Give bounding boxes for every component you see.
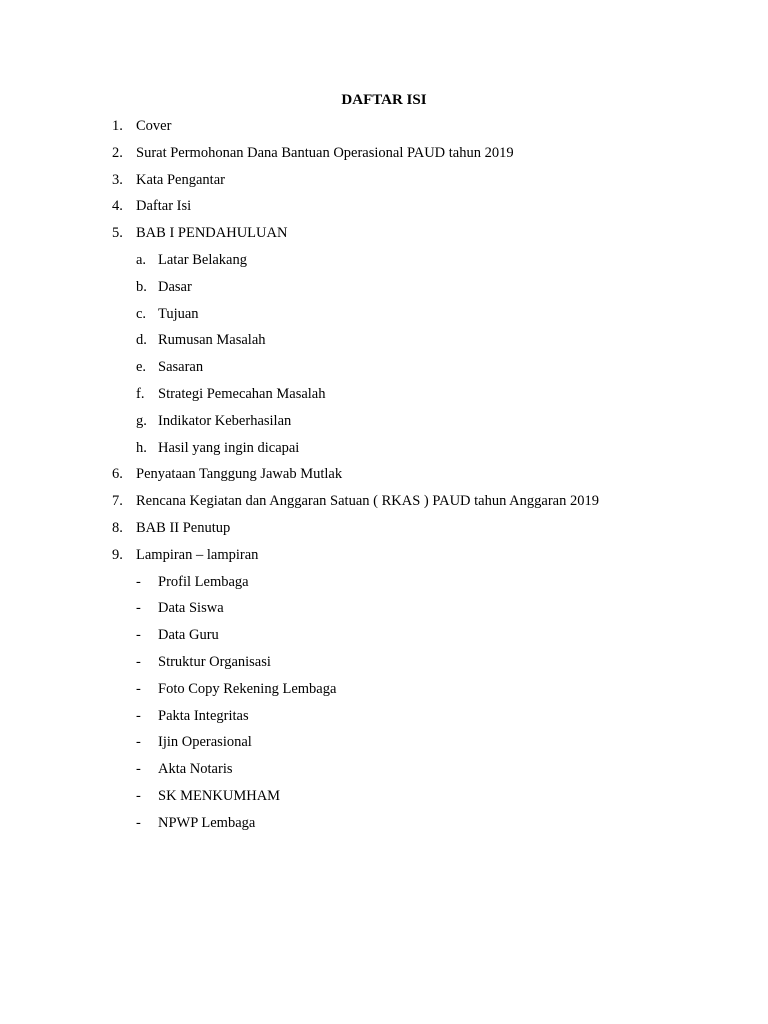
list-item-marker: - bbox=[136, 788, 141, 804]
list-item-text: Data Guru bbox=[158, 627, 219, 644]
list-item-text: Rumusan Masalah bbox=[158, 332, 266, 349]
list-item-text: Foto Copy Rekening Lembaga bbox=[158, 680, 337, 697]
list-item-text: Kata Pengantar bbox=[136, 171, 225, 188]
list-item-marker: 5. bbox=[112, 225, 123, 242]
list-item-marker: 4. bbox=[112, 198, 123, 215]
list-item-text: Penyataan Tanggung Jawab Mutlak bbox=[136, 466, 343, 483]
list-item-text: Data Siswa bbox=[158, 600, 224, 617]
list-item-marker: 7. bbox=[112, 493, 123, 510]
list-item-text: Dasar bbox=[158, 278, 192, 295]
list-item-text: Latar Belakang bbox=[158, 252, 247, 268]
list-item-marker: - bbox=[136, 814, 141, 831]
list-item-text: Akta Notaris bbox=[158, 761, 233, 778]
list-item-marker: e. bbox=[136, 359, 147, 376]
list-item-text: Daftar Isi bbox=[136, 198, 192, 215]
list-item-marker: h. bbox=[136, 439, 147, 456]
list-item-text: Tujuan bbox=[158, 305, 199, 322]
list-item-marker: - bbox=[136, 573, 141, 590]
list-item-text: Pakta Integritas bbox=[158, 707, 249, 724]
list-item-text: Cover bbox=[136, 118, 172, 134]
list-item-text: Lampiran – lampiran bbox=[136, 546, 259, 563]
list-item-text: BAB II Penutup bbox=[136, 520, 231, 536]
list-item-marker: b. bbox=[136, 278, 147, 295]
document-title: DAFTAR ISI bbox=[341, 92, 427, 108]
list-item-marker: d. bbox=[136, 332, 147, 349]
list-item-text: Surat Permohonan Dana Bantuan Operasional PAUD tahun 2019 bbox=[136, 144, 514, 161]
list-item-marker: - bbox=[136, 707, 141, 724]
list-item-marker: 6. bbox=[112, 466, 123, 483]
list-item-text: Indikator Keberhasilan bbox=[158, 412, 292, 429]
list-item-text: Strategi Pemecahan Masalah bbox=[158, 386, 326, 402]
list-item-text: BAB I PENDAHULUAN bbox=[136, 225, 288, 242]
list-item-marker: - bbox=[136, 654, 141, 670]
list-item-text: Rencana Kegiatan dan Anggaran Satuan ( RKAS ) PAUD tahun Anggaran 2019 bbox=[136, 493, 599, 510]
list-item-marker: - bbox=[136, 627, 141, 644]
list-item-text: NPWP Lembaga bbox=[158, 814, 256, 831]
list-item-text: SK MENKUMHAM bbox=[158, 788, 281, 804]
list-item-marker: g. bbox=[136, 412, 147, 429]
list-item-marker: - bbox=[136, 761, 141, 778]
list-item-marker: 8. bbox=[112, 520, 123, 536]
list-item-marker: - bbox=[136, 680, 141, 697]
list-item-text: Struktur Organisasi bbox=[158, 654, 271, 670]
list-item-text: Hasil yang ingin dicapai bbox=[158, 439, 300, 456]
list-item-marker: f. bbox=[136, 386, 145, 402]
list-item-marker: c. bbox=[136, 305, 147, 322]
list-item-text: Ijin Operasional bbox=[158, 734, 252, 751]
list-item-marker: - bbox=[136, 734, 141, 751]
list-item-marker: a. bbox=[136, 252, 147, 268]
list-item-text: Sasaran bbox=[158, 359, 204, 376]
list-item-marker: 2. bbox=[112, 144, 123, 161]
list-item-marker: 1. bbox=[112, 118, 123, 134]
list-item-marker: - bbox=[136, 600, 141, 617]
list-item-marker: 3. bbox=[112, 171, 123, 188]
list-item-text: Profil Lembaga bbox=[158, 573, 249, 590]
list-item-marker: 9. bbox=[112, 546, 123, 563]
